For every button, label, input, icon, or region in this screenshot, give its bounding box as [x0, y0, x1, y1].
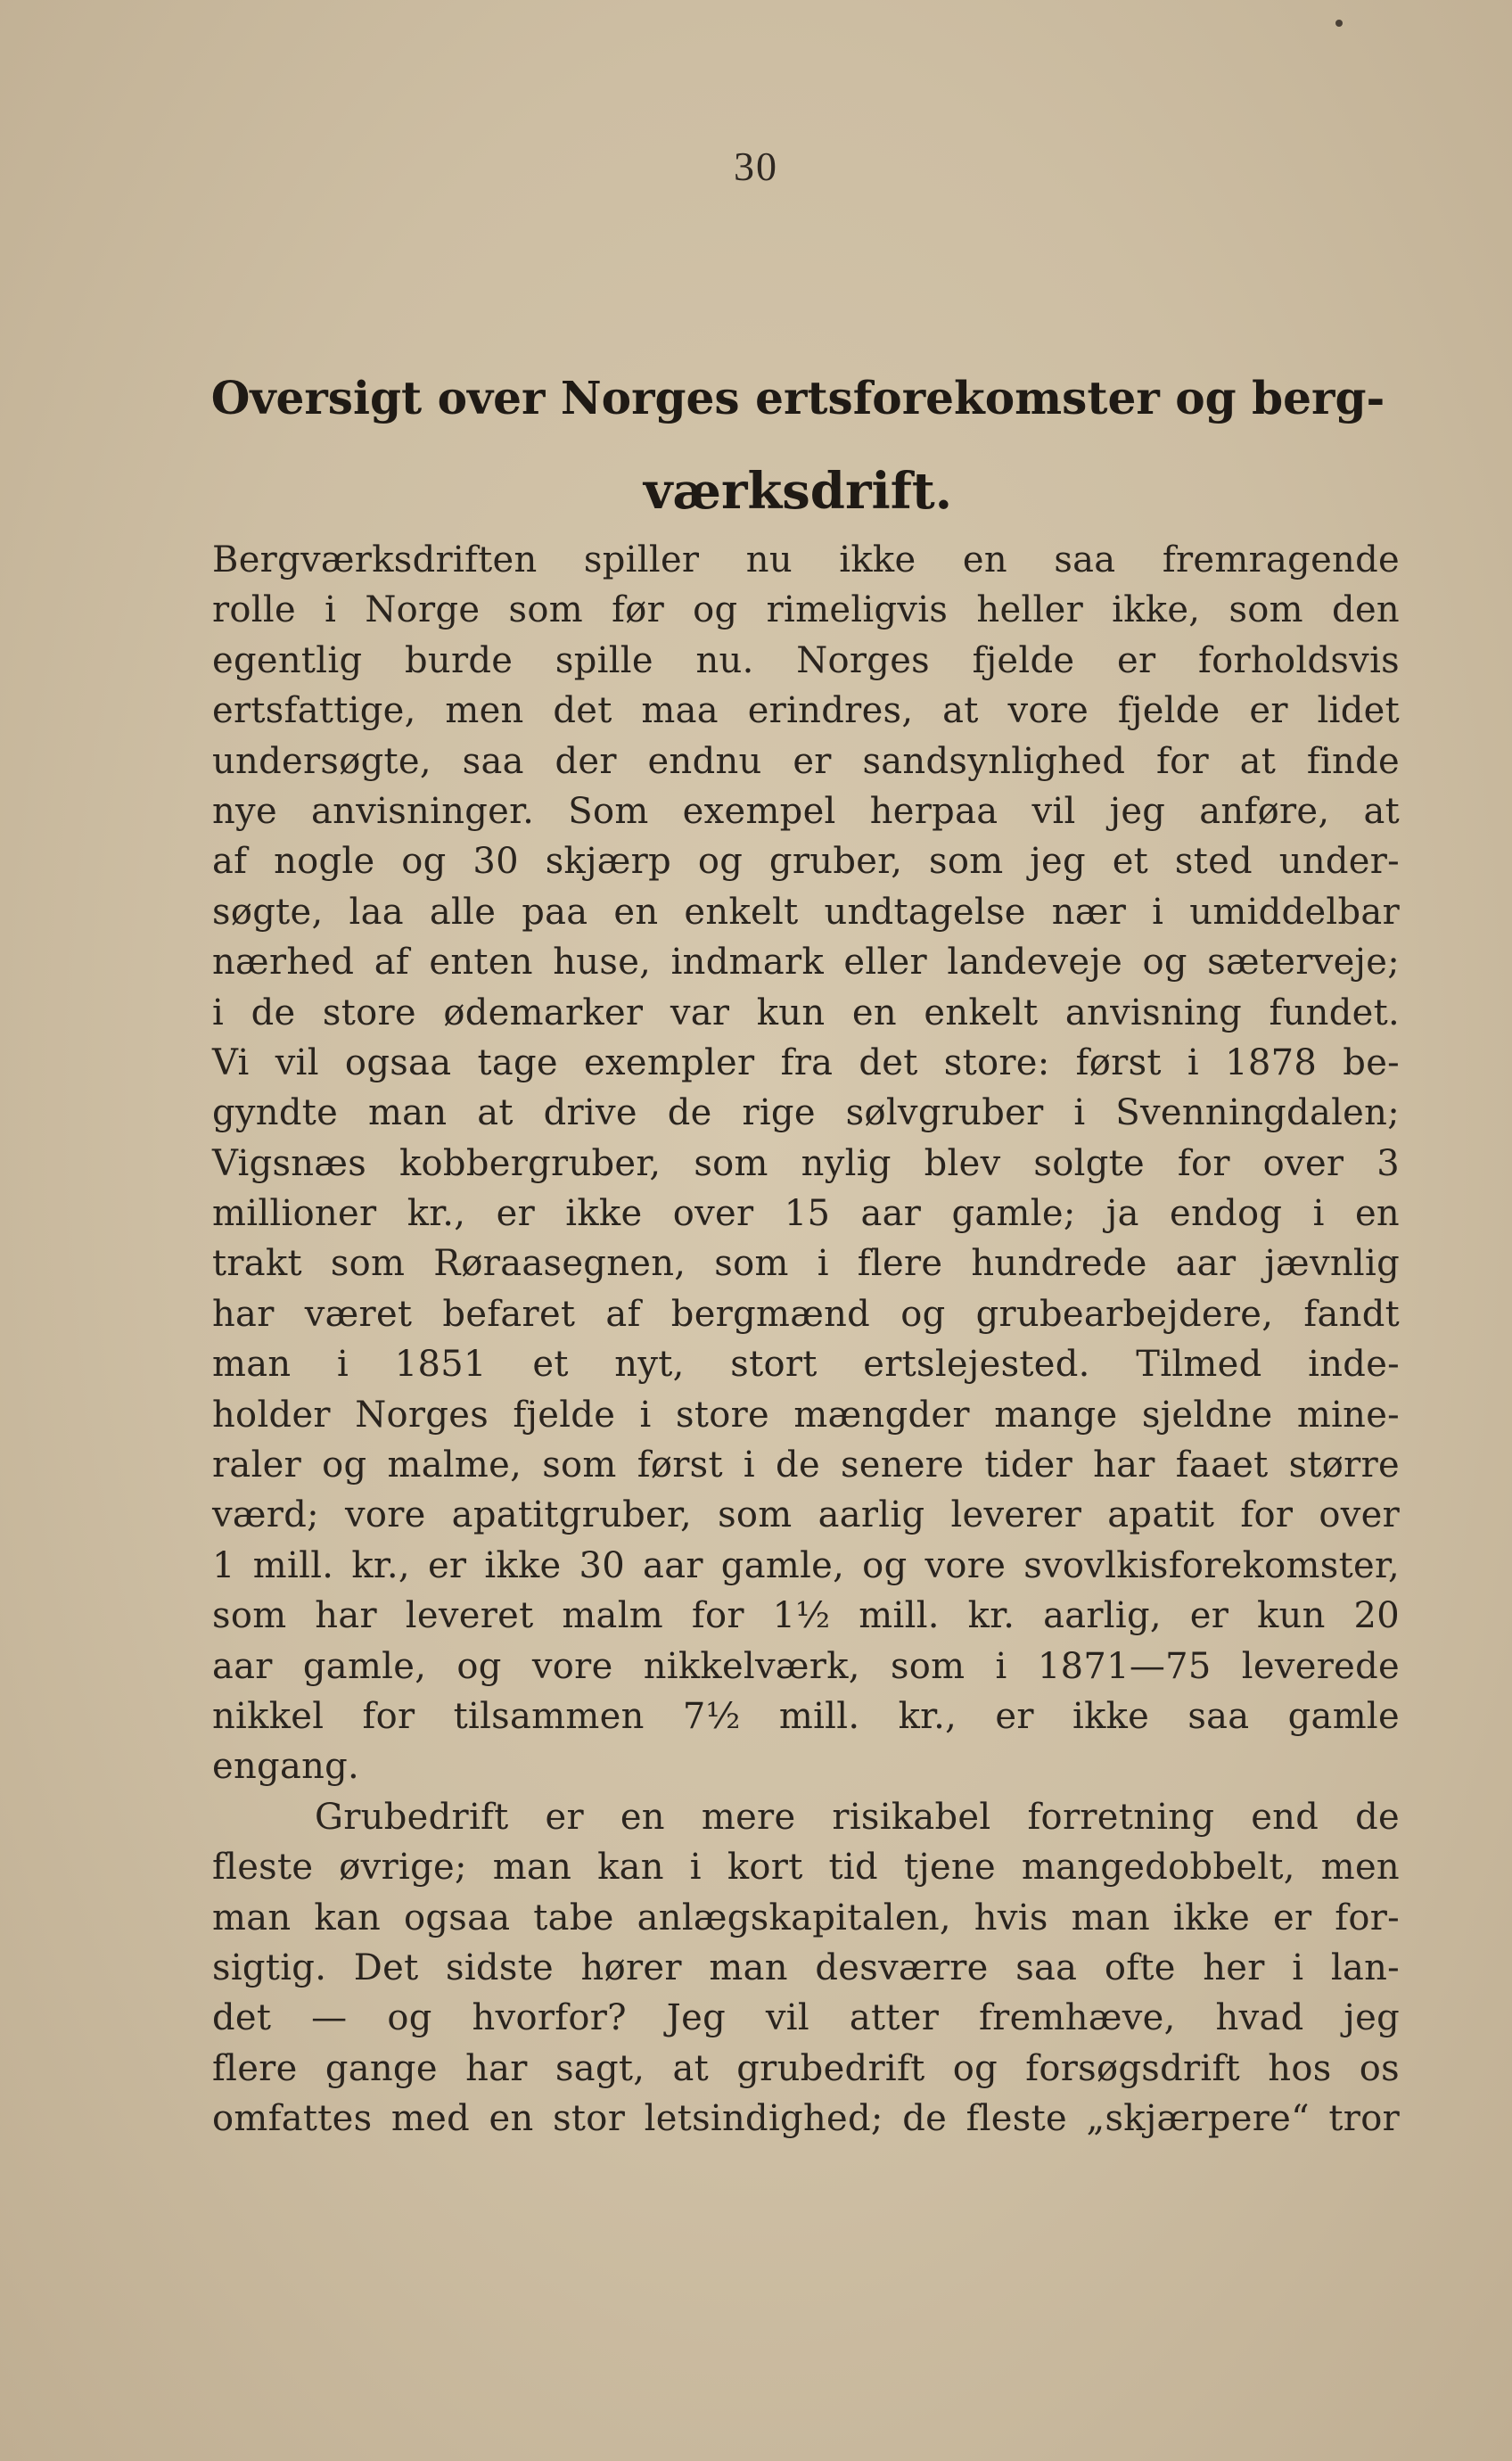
- text-line: nikkel for tilsammen 7½ mill. kr., er ikke saa gamle: [212, 1695, 1400, 1737]
- text-line: 1 mill. kr., er ikke 30 aar gamle, og vore svovlkisforekomster,: [212, 1544, 1400, 1586]
- text-line: engang.: [212, 1746, 360, 1788]
- chapter-title: [205, 352, 1391, 538]
- text-line: Grubedrift er en mere risikabel forretning end de: [315, 1796, 1400, 1838]
- text-line: fleste øvrige; man kan i kort tid tjene mangedobbelt, men: [212, 1847, 1400, 1889]
- text-line: millioner kr., er ikke over 15 aar gamle; ja endog i en: [212, 1193, 1400, 1235]
- text-line: i de store ødemarker var kun en enkelt anvisning fundet.: [212, 992, 1400, 1033]
- text-line: Vigsnæs kobbergruber, som nylig blev solgte for over 3: [212, 1142, 1400, 1184]
- text-line: raler og malme, som først i de senere tider har faaet større: [212, 1444, 1400, 1486]
- text-line: aar gamle, og vore nikkelværk, som i 1871—75 leverede: [212, 1645, 1400, 1687]
- text-line: som har leveret malm for 1½ mill. kr. aarlig, er kun 20: [212, 1595, 1400, 1637]
- text-line: rolle i Norge som før og rimeligvis heller ikke, som den: [212, 589, 1400, 631]
- text-line: ertsfattige, men det maa erindres, at vore fjelde er lidet: [212, 690, 1400, 732]
- body-text: [212, 535, 1400, 2144]
- text-line: har været befaret af bergmænd og grubearbejdere, fandt: [212, 1293, 1400, 1335]
- text-line: af nogle og 30 skjærp og gruber, som jeg et sted under-: [212, 841, 1400, 883]
- text-line: holder Norges fjelde i store mængder mange sjeldne mine-: [212, 1394, 1400, 1436]
- text-line: egentlig burde spille nu. Norges fjelde er forholdsvis: [212, 639, 1400, 681]
- text-line: undersøgte, saa der endnu er sandsynlighed for at finde: [212, 740, 1400, 782]
- text-line: nye anvisninger. Som exempel herpaa vil jeg anføre, at: [212, 790, 1400, 832]
- text-line: værd; vore apatitgruber, som aarlig leverer apatit for over: [212, 1494, 1400, 1536]
- text-line: trakt som Røraasegnen, som i flere hundrede aar jævnlig: [212, 1243, 1400, 1285]
- text-line: Bergværksdriften spiller nu ikke en saa fremragende: [212, 539, 1400, 580]
- text-line: flere gange har sagt, at grubedrift og forsøgsdrift hos os: [212, 2047, 1400, 2089]
- page-number: 30: [734, 144, 778, 189]
- title-line: Oversigt over Norges ertsforekomster og berg-: [210, 372, 1385, 424]
- text-line: man kan ogsaa tabe anlægskapitalen, hvis man ikke er for-: [212, 1897, 1400, 1938]
- text-line: nærhed af enten huse, indmark eller landeveje og sæterveje;: [212, 942, 1400, 984]
- ink-speck: [1335, 20, 1343, 27]
- text-line: man i 1851 et nyt, stort ertslejested. Tilmed inde-: [212, 1344, 1400, 1386]
- text-line: omfattes med en stor letsindighed; de fleste „skjærpere“ tror: [212, 2098, 1400, 2140]
- text-line: gyndte man at drive de rige sølvgruber i Svenningdalen;: [212, 1092, 1400, 1134]
- text-line: sigtig. Det sidste hører man desværre saa ofte her i lan-: [212, 1947, 1400, 1988]
- text-line: søgte, laa alle paa en enkelt undtagelse nær i umiddelbar: [212, 891, 1400, 933]
- text-line: Vi vil ogsaa tage exempler fra det store: først i 1878 be-: [212, 1041, 1400, 1083]
- text-line: det — og hvorfor? Jeg vil atter fremhæve, hvad jeg: [212, 1997, 1400, 2039]
- title-line: værksdrift.: [643, 462, 953, 521]
